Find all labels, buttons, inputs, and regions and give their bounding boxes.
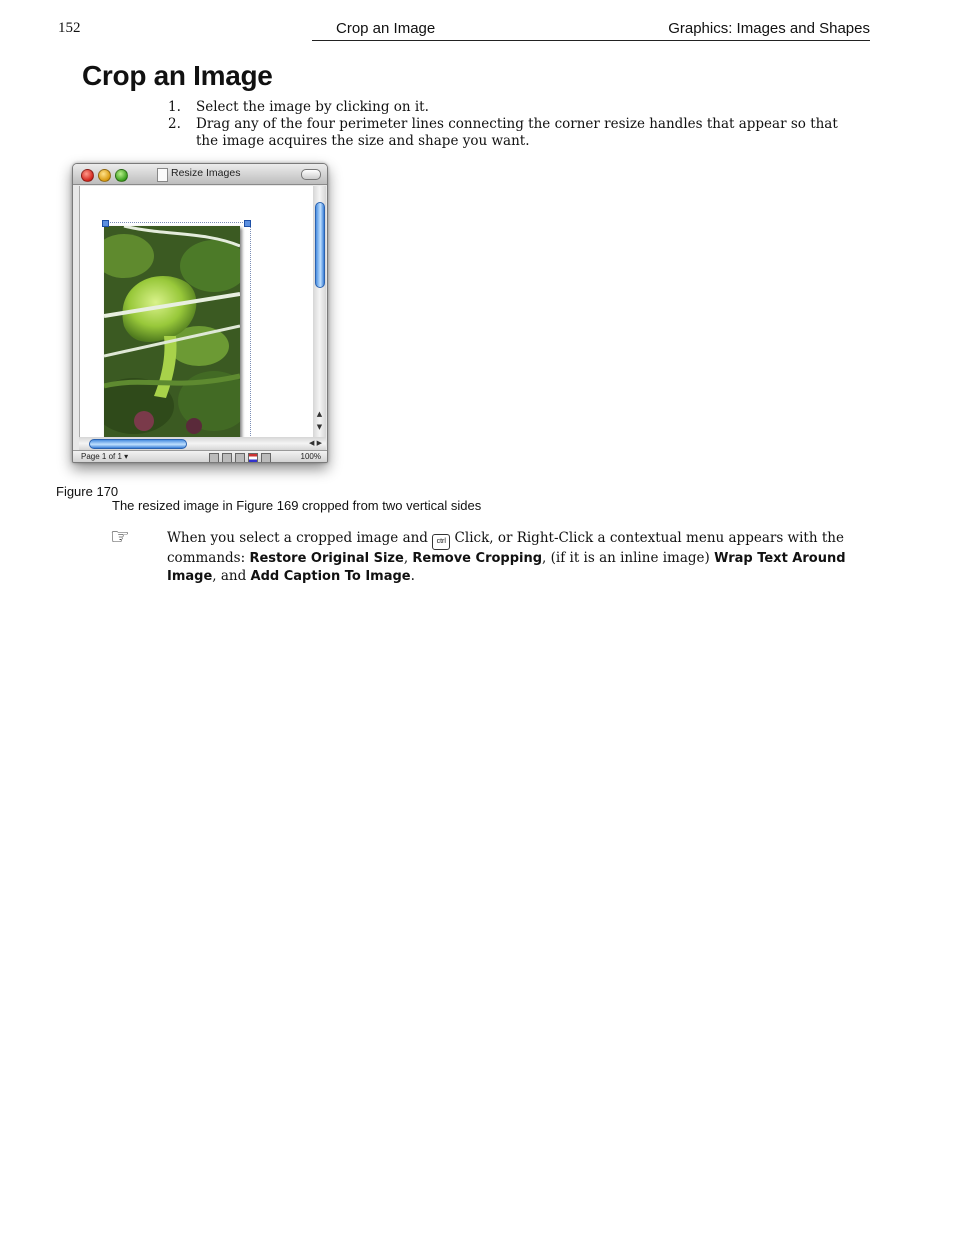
status-bar: [73, 450, 327, 463]
resize-handle-top-right[interactable]: [244, 220, 251, 227]
command-add-caption-to-image: Add Caption To Image: [250, 568, 411, 584]
window-titlebar: [73, 164, 327, 185]
step-number: 1.: [168, 99, 181, 115]
ctrl-key-icon: ctrl: [432, 534, 450, 550]
toolbar-toggle-icon: [301, 169, 321, 180]
step-text: Drag any of the four perimeter lines connecting the corner resize handles that appear so that the image acquires the size and shape you want.: [196, 116, 838, 149]
command-remove-cropping: Remove Cropping: [412, 551, 543, 566]
figure-caption: The resized image in Figure 169 cropped from two vertical sides: [112, 498, 482, 513]
layout-icon[interactable]: [235, 453, 245, 463]
scroll-up-icon[interactable]: ▲: [316, 410, 323, 418]
command-restore-original-size: Restore Original Size: [249, 551, 404, 566]
document-canvas: [79, 186, 313, 437]
command-wrap-text-around-image: Wrap Text Around Image: [167, 551, 846, 584]
page-number: 152: [58, 20, 81, 36]
figure-screenshot: [64, 157, 336, 477]
cropped-photo: [104, 226, 240, 438]
note-text-segment: ,: [403, 550, 413, 566]
note-text-segment: , and: [212, 567, 251, 584]
note-paragraph: [167, 530, 857, 585]
window-title: Resize Images: [171, 167, 241, 179]
running-title: Crop an Image: [336, 20, 436, 37]
app-window: [72, 163, 328, 463]
section-title: Graphics: Images and Shapes: [668, 20, 870, 37]
language-flag-icon[interactable]: [248, 453, 258, 463]
step-item: [168, 99, 858, 116]
note-text-segment: Click, or Right-Click a contextual menu appears with the commands:: [167, 530, 844, 566]
step-text: Select the image by clicking on it.: [196, 99, 429, 115]
page-header: [0, 0, 954, 44]
steps-list: [168, 99, 858, 150]
header-rule: [312, 40, 870, 41]
step-item: [168, 116, 858, 150]
scroll-down-icon[interactable]: ▼: [316, 423, 323, 431]
text-style-icon[interactable]: [209, 453, 219, 463]
figure-label: Figure 170: [56, 484, 119, 499]
scroll-left-right-icon[interactable]: ◀ ▶: [309, 439, 322, 447]
zoom-icon: [115, 169, 128, 182]
vertical-scroll-thumb[interactable]: [315, 202, 325, 288]
note-text-segment: When you select a cropped image and: [167, 530, 433, 546]
resize-handle-top-left[interactable]: [102, 220, 109, 227]
status-icons: [209, 453, 271, 463]
close-icon: [81, 169, 94, 182]
note-text-segment: .: [410, 567, 415, 584]
horizontal-scrollbar[interactable]: [79, 437, 326, 450]
zoom-level[interactable]: 100%: [300, 452, 321, 461]
page-title: Crop an Image: [82, 60, 273, 91]
document-icon: [157, 168, 168, 182]
gear-icon[interactable]: [261, 453, 271, 463]
horizontal-scroll-thumb[interactable]: [89, 439, 187, 449]
view-mode-icon[interactable]: [222, 453, 232, 463]
note-text-segment: , (if it is an inline image): [542, 550, 715, 566]
pointing-hand-icon: ☞: [110, 525, 130, 550]
minimize-icon: [98, 169, 111, 182]
step-number: 2.: [168, 116, 181, 132]
page-indicator[interactable]: Page 1 of 1 ▾: [81, 452, 129, 461]
vertical-scrollbar[interactable]: [313, 186, 326, 437]
plant-photo-image: [104, 226, 240, 438]
